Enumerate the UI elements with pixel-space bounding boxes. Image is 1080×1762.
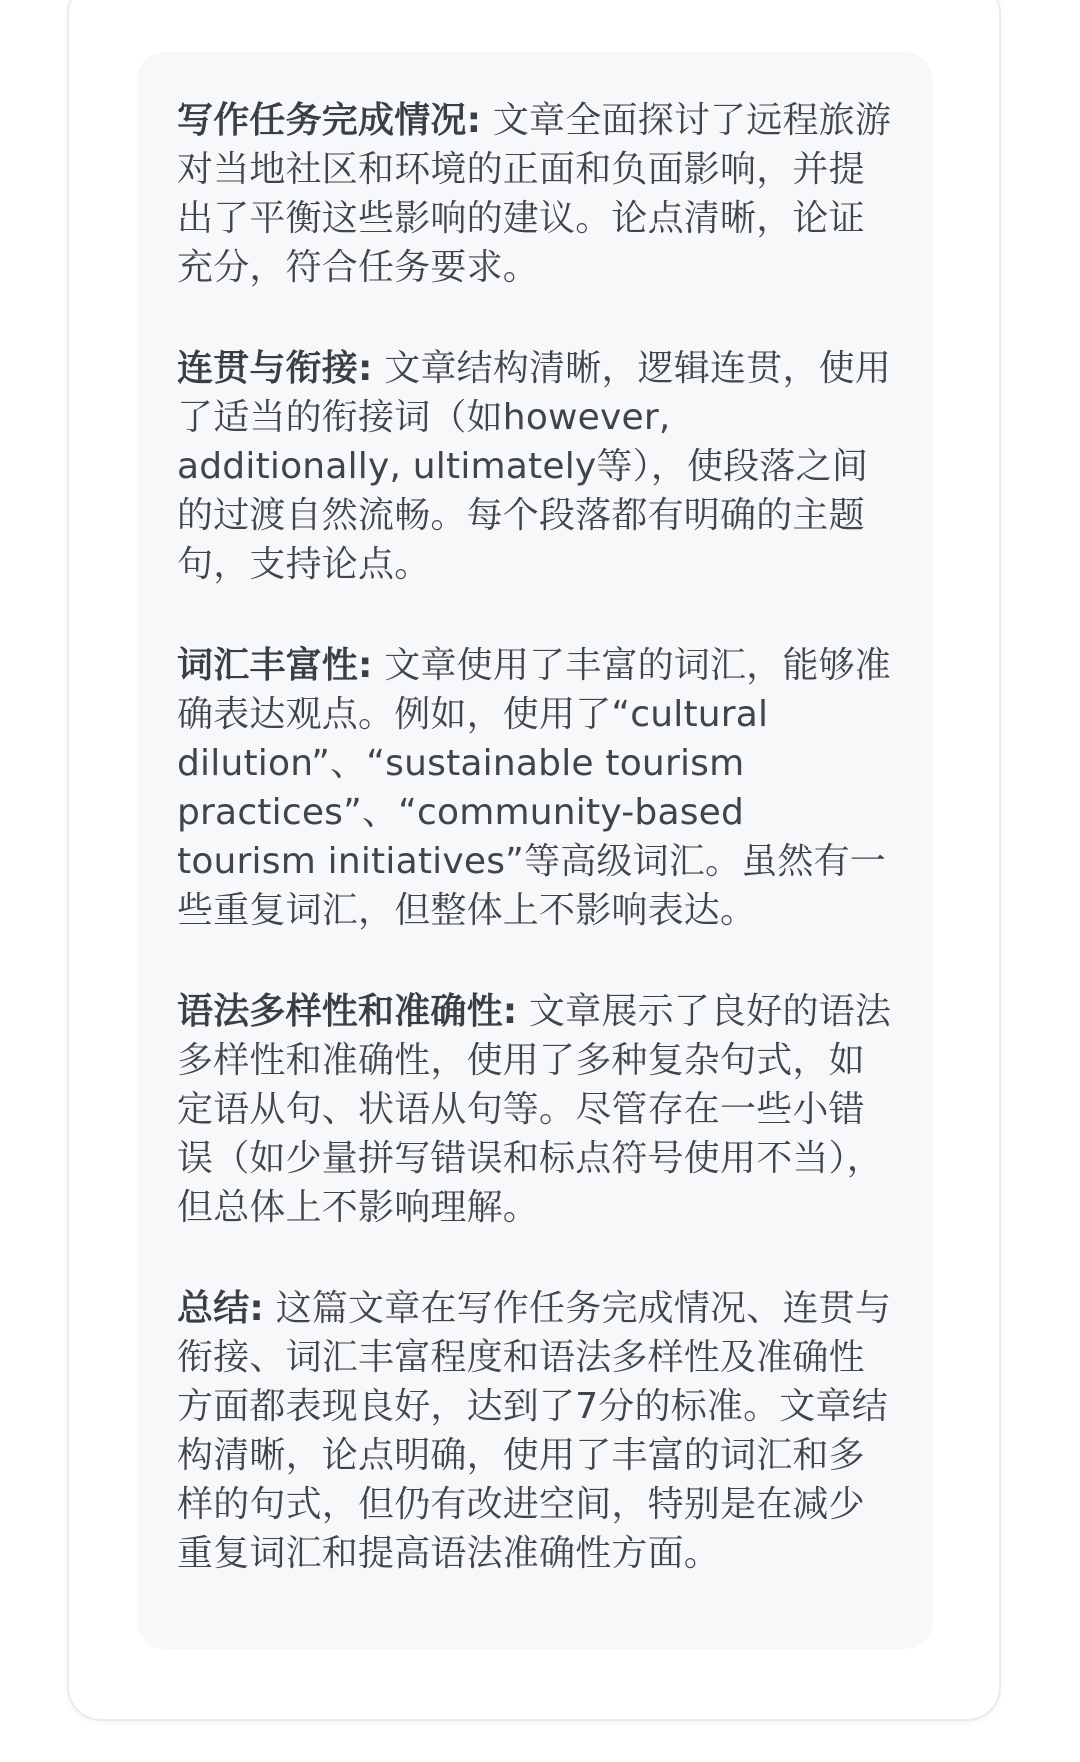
section-label: 语法多样性和准确性: xyxy=(177,991,518,1032)
section-grammar xyxy=(177,987,893,1232)
section-coherence-cohesion xyxy=(177,344,893,589)
section-task-achievement xyxy=(177,96,893,292)
section-text: 文章结构清晰，逻辑连贯，使用了适当的衔接词（如however, additionally, ultimately等），使段落之间的过渡自然流畅。每个段落都有明确的主题句，支持论点。 xyxy=(177,348,892,585)
section-summary xyxy=(177,1284,893,1578)
section-label: 总结: xyxy=(177,1288,264,1329)
evaluation-panel xyxy=(137,52,933,1649)
section-label: 连贯与衔接: xyxy=(177,348,373,389)
section-text: 文章全面探讨了远程旅游对当地社区和环境的正面和负面影响，并提出了平衡这些影响的建议。论点清晰，论证充分，符合任务要求。 xyxy=(177,100,892,288)
section-text: 文章展示了良好的语法多样性和准确性，使用了多种复杂句式，如定语从句、状语从句等。尽管存在一些小错误（如少量拼写错误和标点符号使用不当），但总体上不影响理解。 xyxy=(177,991,892,1228)
section-label: 写作任务完成情况: xyxy=(177,100,482,141)
section-text: 文章使用了丰富的词汇，能够准确表达观点。例如，使用了“cultural dilution”、“sustainable tourism practices”、“community-based tourism initiatives”等高级词汇。虽然有一些重复词汇，但整体上不影响表达。 xyxy=(177,645,892,931)
section-text: 这篇文章在写作任务完成情况、连贯与衔接、词汇丰富程度和语法多样性及准确性方面都表现良好，达到了7分的标准。文章结构清晰，论点明确，使用了丰富的词汇和多样的句式，但仍有改进空间，特别是在减少重复词汇和提高语法准确性方面。 xyxy=(177,1288,892,1574)
section-label: 词汇丰富性: xyxy=(177,645,373,686)
section-lexical-resource xyxy=(177,641,893,935)
